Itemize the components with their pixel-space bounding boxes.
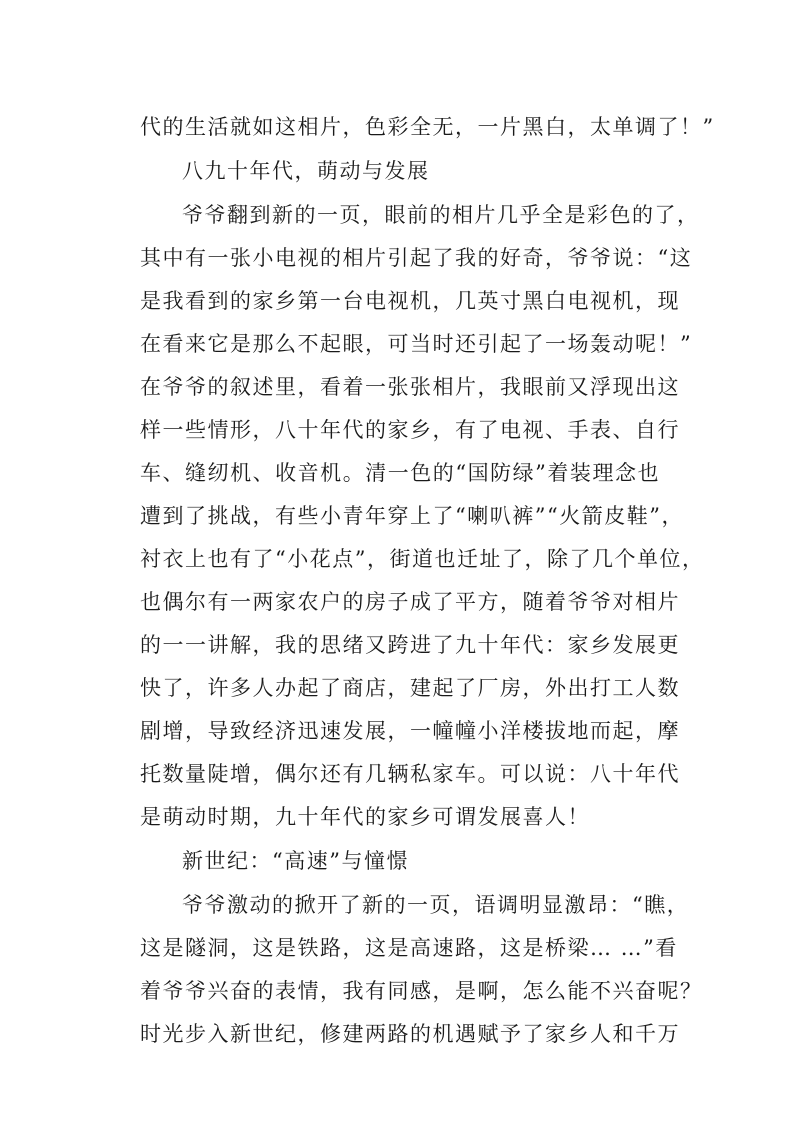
section-heading: 八九十年代，萌动与发展 [182,159,430,183]
text-line: 代的生活就如这相片，色彩全无，一片黑白，太单调了！” [140,115,715,139]
text-line: 的一一讲解，我的思绪又跨进了九十年代：家乡发展更 [140,633,680,657]
text-line: 在爷爷的叙述里，看着一张张相片，我眼前又浮现出这 [140,375,680,399]
text-line: 着爷爷兴奋的表情，我有同感，是啊，怎么能不兴奋呢？ [140,979,703,1003]
section-heading: 新世纪：“高速”与憧憬 [182,849,409,873]
text-line: 爷爷翻到新的一页，眼前的相片几乎全是彩色的了， [182,203,700,227]
text-line: 是萌动时期，九十年代的家乡可谓发展喜人！ [140,805,590,829]
text-line: 快了，许多人办起了商店，建起了厂房，外出打工人数 [140,676,680,700]
text-line: 这是隧洞，这是铁路，这是高速路，这是桥梁… …”看 [140,936,678,960]
text-line: 遭到了挑战，有些小青年穿上了“喇叭裤”“火箭皮鞋”， [140,504,684,528]
text-line: 爷爷激动的掀开了新的一页，语调明显激昂：“瞧， [182,893,690,917]
text-line: 托数量陡增，偶尔还有几辆私家车。可以说：八十年代 [140,762,680,786]
text-line: 其中有一张小电视的相片引起了我的好奇，爷爷说：“这 [140,246,693,270]
text-line: 样一些情形，八十年代的家乡，有了电视、手表、自行 [140,418,680,442]
text-line: 车、缝纫机、收音机。清一色的“国防绿”着装理念也 [140,461,660,485]
text-line: 也偶尔有一两家农户的房子成了平方，随着爷爷对相片 [140,590,680,614]
text-line: 衬衣上也有了“小花点”，街道也迁址了，除了几个单位， [140,547,705,571]
text-line: 剧增，导致经济迅速发展，一幢幢小洋楼拔地而起，摩 [140,719,680,743]
text-line: 是我看到的家乡第一台电视机，几英寸黑白电视机，现 [140,289,680,313]
text-line: 在看来它是那么不起眼，可当时还引起了一场轰动呢！” [140,332,693,356]
text-line: 时光步入新世纪，修建两路的机遇赋予了家乡人和千万 [140,1022,680,1046]
